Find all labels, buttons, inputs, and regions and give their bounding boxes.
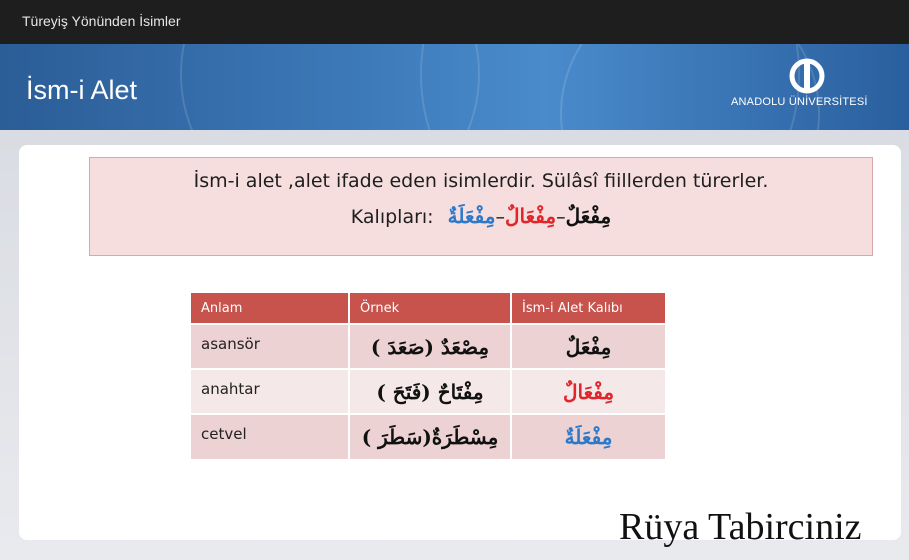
kalip-text: مِفْعَالٌ <box>562 379 615 404</box>
cell-anlam: asansör <box>191 324 349 369</box>
cell-ornek <box>349 324 511 369</box>
header-kalip: İsm-i Alet Kalıbı <box>511 293 665 324</box>
banner-swirl <box>560 44 820 130</box>
slide-title: İsm-i Alet <box>26 75 138 105</box>
cell-kalip <box>511 324 665 369</box>
table-row <box>191 369 665 414</box>
university-name: ANADOLU ÜNİVERSİTESİ <box>731 96 868 108</box>
header-anlam: Anlam <box>191 293 349 324</box>
pattern-mifala: مِفْعَلَةٌ <box>447 204 496 228</box>
cell-ornek <box>349 369 511 414</box>
patterns-line <box>90 204 872 228</box>
table-row <box>191 324 665 369</box>
ornek-text: مِصْعَدٌ (صَعَدَ ) <box>370 334 490 359</box>
kalip-text: مِفْعَلَةٌ <box>564 425 613 449</box>
definition-box <box>89 157 873 256</box>
definition-text: İsm-i alet ,alet ifade eden isimlerdir. Sülâsî fiillerden türerler. <box>193 170 769 192</box>
watermark-text: Rüya Tabirciniz <box>619 506 862 548</box>
cell-anlam: anahtar <box>191 369 349 414</box>
ornek-text: مِفْتَاحٌ (فَتَحَ ) <box>376 379 484 404</box>
cell-kalip <box>511 369 665 414</box>
table-header-row <box>191 293 665 324</box>
pattern-separator: – <box>556 206 566 228</box>
ism-i-alet-table <box>191 293 665 459</box>
cell-anlam: cetvel <box>191 414 349 459</box>
anadolu-logo-icon <box>787 58 827 94</box>
kalip-text: مِفْعَلٌ <box>565 334 612 359</box>
pattern-mifal: مِفْعَلٌ <box>565 204 612 228</box>
header-ornek: Örnek <box>349 293 511 324</box>
pattern-mifaal: مِفْعَالٌ <box>504 204 557 228</box>
table-row <box>191 414 665 459</box>
ornek-text: مِسْطَرَةٌ(سَطَرَ ) <box>361 425 499 449</box>
patterns-group <box>448 206 612 228</box>
slide-banner <box>0 44 909 130</box>
window-title: Türeyiş Yönünden İsimler <box>0 0 909 44</box>
pattern-separator: – <box>495 206 505 228</box>
cell-kalip <box>511 414 665 459</box>
cell-ornek <box>349 414 511 459</box>
patterns-label: Kalıpları: <box>350 206 434 228</box>
